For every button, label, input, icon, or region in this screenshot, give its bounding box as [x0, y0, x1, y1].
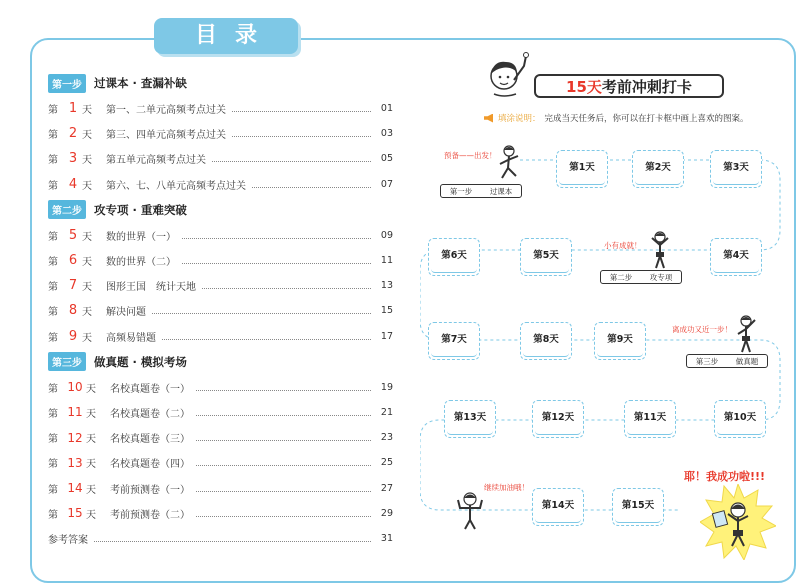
- day-box-10[interactable]: 第10天: [714, 400, 766, 438]
- toc-entry-name: 数的世界（二）: [106, 257, 176, 269]
- toc-entry-name: 参考答案: [48, 534, 88, 546]
- toc-row-answers[interactable]: [48, 526, 393, 551]
- caption-cheer: 继续加油哦！: [484, 483, 529, 492]
- section-tag: 第一步: [48, 74, 86, 93]
- toc-row[interactable]: 第 12 天 名校真题卷（三） 23: [48, 430, 393, 446]
- section-header: [48, 197, 393, 223]
- instruction-line: [484, 112, 749, 124]
- page-number: 11: [380, 255, 393, 267]
- step-badge-3: 第三步 做真题: [686, 354, 768, 368]
- day-box-1[interactable]: 第1天: [556, 150, 608, 188]
- leader-dots: [94, 541, 371, 542]
- page-title: 目录: [194, 23, 275, 48]
- section-header: [48, 70, 393, 96]
- leader-dots: [196, 390, 371, 391]
- day-number: 12: [67, 430, 83, 445]
- toc-row[interactable]: 第 13 天 名校真题卷（四） 25: [48, 455, 393, 471]
- day-number: 8: [68, 303, 78, 319]
- day-number: 14: [67, 481, 83, 496]
- day-box-7[interactable]: 第7天: [428, 322, 480, 360]
- day-box-5[interactable]: 第5天: [520, 238, 572, 276]
- page-number: 17: [380, 330, 393, 342]
- page-number: 01: [380, 103, 393, 115]
- step-badge-1: 第一步 过课本: [440, 184, 522, 198]
- page-number: 29: [380, 507, 393, 519]
- finish-message: 耶！我成功啦!!!: [684, 470, 766, 483]
- leader-dots: [212, 161, 371, 162]
- page-number: 25: [380, 457, 393, 469]
- caption-almost: 离成功又近一步！: [672, 325, 732, 334]
- waving-boy-illustration: [732, 314, 760, 356]
- page-number: 07: [380, 178, 393, 190]
- toc-entry-name: 图形王国 统计天地: [106, 282, 196, 294]
- leader-dots: [196, 516, 371, 517]
- leader-dots: [196, 415, 371, 416]
- toc-row[interactable]: 第 1 天 第一、二单元高频考点过关 01: [48, 101, 393, 117]
- leader-dots: [232, 111, 371, 112]
- table-of-contents: [48, 70, 393, 551]
- leader-dots: [152, 313, 371, 314]
- leader-dots: [196, 465, 371, 466]
- leader-dots: [182, 263, 371, 264]
- instruction-text: 完成当天任务后，你可以在打卡框中画上喜欢的图案。: [544, 114, 749, 124]
- day-box-14[interactable]: 第14天: [532, 488, 584, 526]
- toc-entry-name: 名校真题卷（一）: [110, 383, 190, 395]
- day-box-12[interactable]: 第12天: [532, 400, 584, 438]
- section-title: 做真题 · 模拟考场: [94, 354, 187, 369]
- day-box-8[interactable]: 第8天: [520, 322, 572, 360]
- caption-start: 预备——出发！: [444, 151, 497, 160]
- day-number: 6: [68, 253, 78, 269]
- day-number: 11: [67, 405, 83, 420]
- day-box-15[interactable]: 第15天: [612, 488, 664, 526]
- toc-row[interactable]: 第 8 天 解决问题 15: [48, 303, 393, 319]
- leader-dots: [232, 136, 371, 137]
- toc-entry-name: 数的世界（一）: [106, 231, 176, 243]
- section-tag: 第二步: [48, 200, 86, 219]
- page-number: 31: [380, 532, 393, 544]
- day-box-6[interactable]: 第6天: [428, 238, 480, 276]
- boy-pointing-illustration: [484, 50, 534, 102]
- toc-entry-name: 第一、二单元高频考点过关: [106, 105, 226, 117]
- section-tag: 第三步: [48, 352, 86, 371]
- page-number: 23: [380, 432, 393, 444]
- leader-dots: [162, 339, 371, 340]
- day-number: 7: [68, 278, 78, 294]
- page-number: 03: [380, 128, 393, 140]
- leader-dots: [196, 440, 371, 441]
- toc-entry-name: 解决问题: [106, 307, 146, 319]
- page-number: 15: [380, 305, 393, 317]
- toc-row[interactable]: 第 5 天 数的世界（一） 09: [48, 227, 393, 243]
- page-number: 13: [380, 280, 393, 292]
- day-number: 4: [68, 176, 78, 192]
- leader-dots: [196, 491, 371, 492]
- page-number: 19: [380, 381, 393, 393]
- toc-entry-name: 高频易错题: [106, 332, 156, 344]
- title-banner: [154, 18, 298, 54]
- toc-row[interactable]: 第 6 天 数的世界（二） 11: [48, 253, 393, 269]
- section-title: 过课本 · 查漏补缺: [94, 76, 187, 90]
- day-number: 3: [68, 151, 78, 167]
- leader-dots: [202, 288, 371, 289]
- day-box-4[interactable]: 第4天: [710, 238, 762, 276]
- toc-entry-name: 名校真题卷（二）: [110, 408, 190, 420]
- day-box-9[interactable]: 第9天: [594, 322, 646, 360]
- day-number: 15: [67, 506, 83, 521]
- toc-entry-name: 考前预测卷（一）: [110, 484, 190, 496]
- section-header: [48, 349, 393, 375]
- leader-dots: [252, 187, 371, 188]
- page-number: 05: [380, 153, 393, 165]
- toc-row[interactable]: 第 9 天 高频易错题 17: [48, 328, 393, 344]
- toc-entry-name: 第六、七、八单元高频考点过关: [106, 180, 246, 192]
- page-number: 09: [380, 229, 393, 241]
- day-box-2[interactable]: 第2天: [632, 150, 684, 188]
- page-number: 27: [380, 482, 393, 494]
- celebration-sun-illustration: [700, 484, 776, 560]
- speaker-icon: [484, 114, 493, 123]
- day-box-3[interactable]: 第3天: [710, 150, 762, 188]
- section-title: 攻专项 · 重难突破: [94, 202, 187, 217]
- standing-boy-illustration: [646, 230, 674, 272]
- toc-entry-name: 第三、四单元高频考点过关: [106, 130, 226, 142]
- flexing-boy-illustration: [452, 490, 488, 530]
- running-boy-illustration: [494, 144, 524, 184]
- toc-row[interactable]: 第 14 天 考前预测卷（一） 27: [48, 481, 393, 496]
- checkin-title: 15天 考前冲刺打卡: [534, 74, 724, 98]
- day-box-13[interactable]: 第13天: [444, 400, 496, 438]
- caption-push: 小有成就！: [604, 241, 642, 250]
- toc-entry-name: 第五单元高频考点过关: [106, 155, 206, 167]
- toc-row[interactable]: 第 10 天 名校真题卷（一） 19: [48, 380, 393, 395]
- step-badge-2: 第二步 攻专项: [600, 270, 682, 284]
- toc-row[interactable]: 第 2 天 第三、四单元高频考点过关 03: [48, 126, 393, 142]
- day-number: 9: [68, 328, 78, 344]
- leader-dots: [182, 238, 371, 239]
- toc-row[interactable]: 第 11 天 名校真题卷（二） 21: [48, 405, 393, 420]
- instruction-label: 填涂说明：: [498, 114, 541, 124]
- toc-row[interactable]: 第 7 天 图形王国 统计天地 13: [48, 278, 393, 294]
- toc-entry-name: 名校真题卷（四）: [110, 459, 190, 471]
- day-number: 5: [68, 227, 78, 243]
- day-number: 1: [68, 101, 78, 117]
- toc-row[interactable]: 第 3 天 第五单元高频考点过关 05: [48, 151, 393, 167]
- day-box-11[interactable]: 第11天: [624, 400, 676, 438]
- day-number: 10: [67, 380, 83, 395]
- day-number: 2: [68, 126, 78, 142]
- toc-row[interactable]: 第 4 天 第六、七、八单元高频考点过关 07: [48, 176, 393, 192]
- page-number: 21: [380, 406, 393, 418]
- toc-entry-name: 名校真题卷（三）: [110, 434, 190, 446]
- toc-entry-name: 考前预测卷（二）: [110, 509, 190, 521]
- toc-row[interactable]: 第 15 天 考前预测卷（二） 29: [48, 506, 393, 521]
- day-number: 13: [67, 455, 83, 470]
